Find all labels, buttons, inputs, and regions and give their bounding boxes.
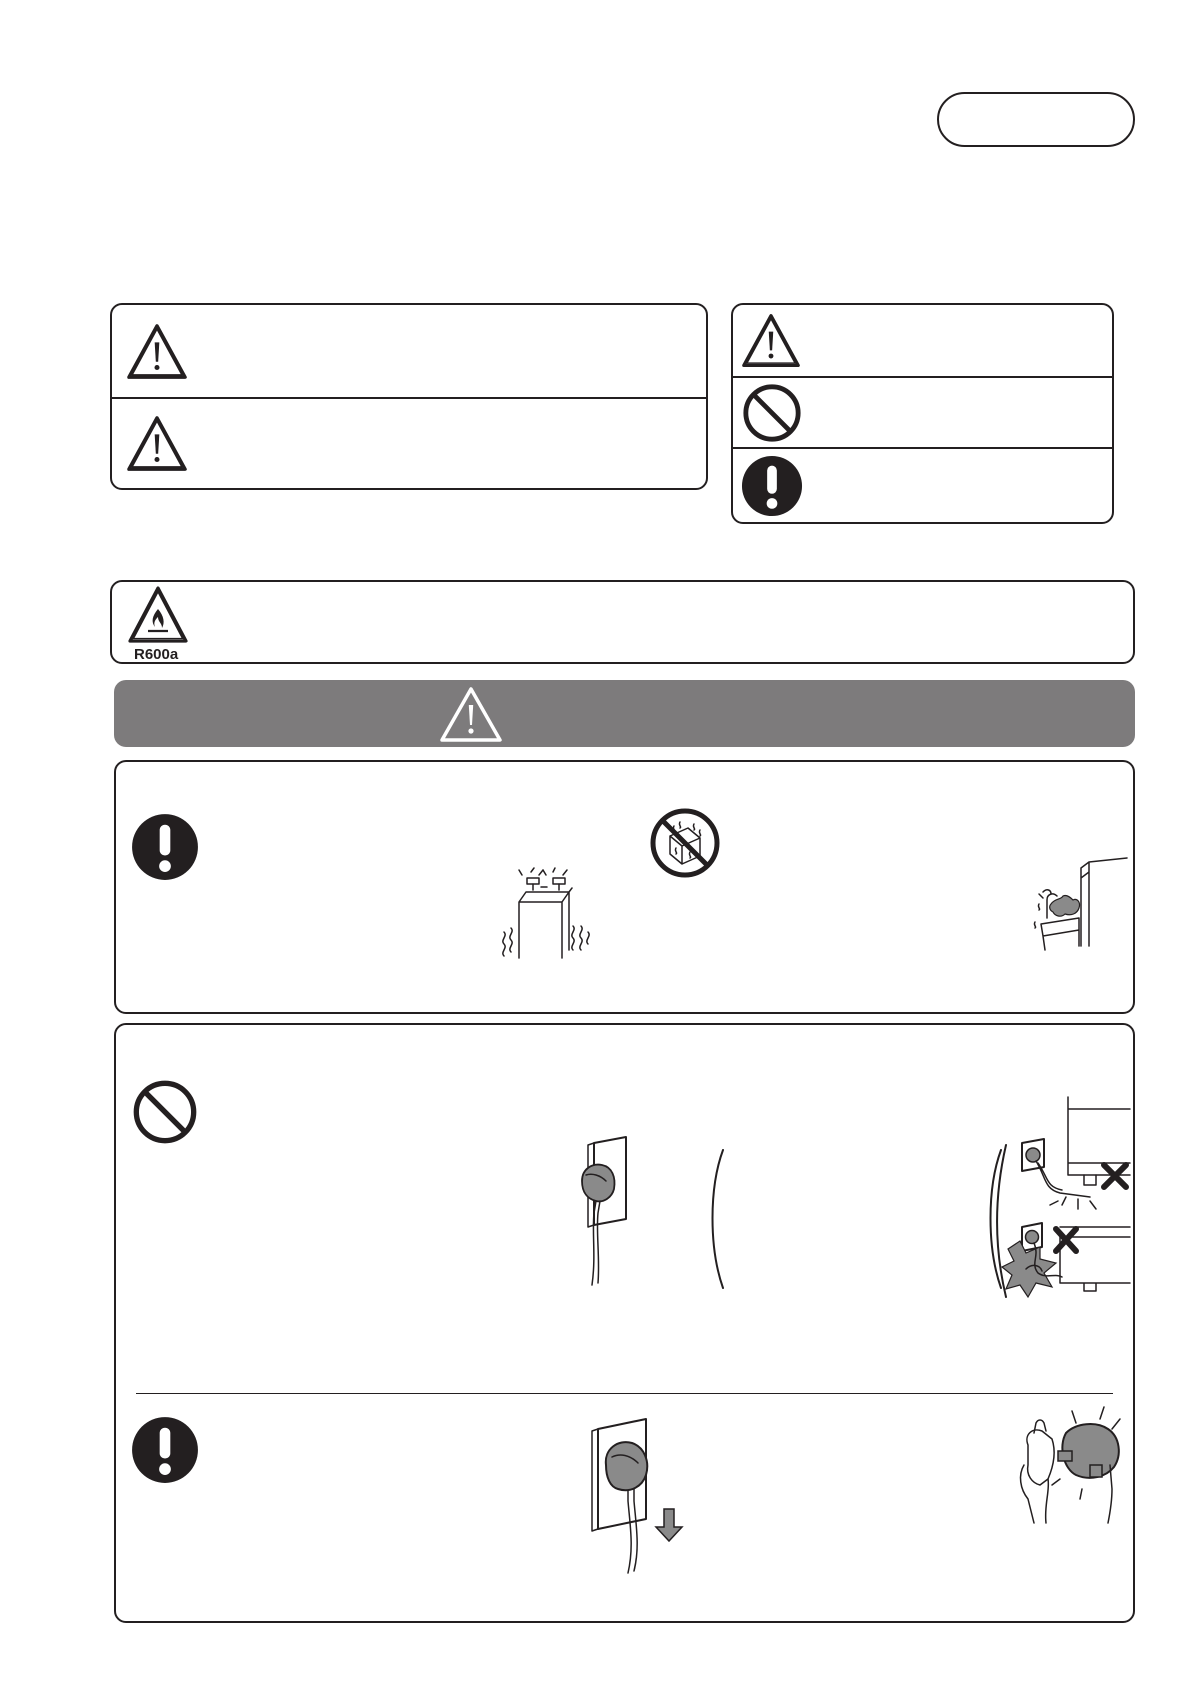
refrigerant-code: R600a (134, 646, 179, 663)
power-cord-section (114, 1023, 1135, 1623)
symbol-legend (731, 303, 1114, 524)
warning-triangle-icon (439, 685, 503, 743)
bracket-left (707, 1148, 727, 1290)
warning-triangle-icon (125, 321, 189, 383)
fridge-water-illustration (1021, 838, 1129, 950)
unplug-by-plug-illustration (578, 1415, 688, 1575)
flammable-warning-icon (122, 585, 204, 661)
warning-triangle-icon (739, 311, 803, 371)
plug-in-socket-illustration (572, 1137, 652, 1289)
mandatory-action-icon (741, 455, 803, 517)
legend-row-warning (112, 398, 706, 488)
warning-triangle-icon (125, 413, 189, 475)
prohibited-icon (131, 1078, 199, 1146)
page-tab (937, 92, 1135, 147)
legend-row-mandatory-symbol (733, 448, 1112, 522)
section-divider (136, 1393, 1113, 1394)
legend-row-danger (112, 305, 706, 397)
warning-banner (114, 680, 1135, 747)
legend-row-caution-symbol (733, 305, 1112, 376)
fridge-clearance-illustration (416, 866, 566, 962)
legend-row-prohibited-symbol (733, 377, 1112, 447)
no-water-icon (650, 808, 720, 878)
cord-damage-illustration (1000, 1097, 1132, 1309)
installation-section (114, 760, 1135, 1014)
clean-plug-illustration (1014, 1405, 1134, 1525)
mandatory-action-icon (131, 1416, 199, 1484)
mandatory-action-icon (131, 813, 199, 881)
refrigerant-notice (110, 580, 1135, 664)
signal-word-legend (110, 303, 708, 490)
prohibited-icon (741, 382, 803, 444)
